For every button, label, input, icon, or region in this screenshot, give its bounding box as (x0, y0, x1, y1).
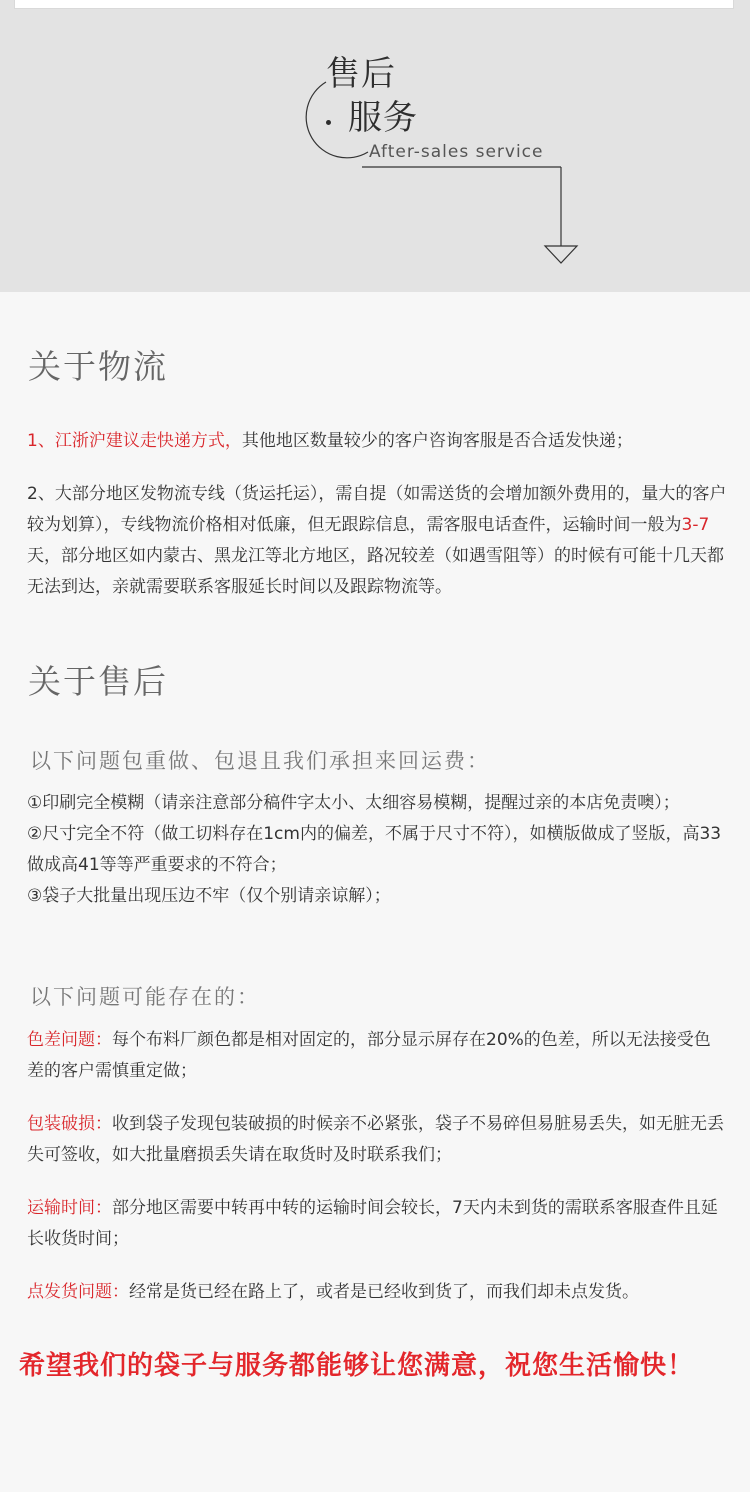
possible-item-label: 色差问题： (27, 1030, 112, 1050)
possible-item-shipping (27, 1277, 727, 1308)
banner-title-line2: 服务 (348, 98, 418, 138)
possible-item-text: 每个布料厂颜色都是相对固定的，部分显示屏存在20%的色差，所以无法接受色差的客户需慎重定做； (27, 1030, 711, 1081)
closing-message: 希望我们的袋子与服务都能够让您满意，祝您生活愉快！ (19, 1351, 695, 1381)
possible-item-label: 包装破损： (27, 1114, 112, 1134)
down-arrow-icon (545, 246, 577, 263)
logistics-item-1-highlight: 1、江浙沪建议走快递方式， (27, 431, 242, 451)
top-frame (14, 0, 734, 9)
redo-title: 以下问题包重做、包退且我们承担来回运费： (30, 749, 490, 773)
redo-item-1: ①印刷完全模糊（请亲注意部分稿件字太小、太细容易模糊，提醒过亲的本店免责噢）； (27, 793, 680, 813)
logistics-item-2-text-b: 天，部分地区如内蒙古、黑龙江等北方地区，路况较差（如遇雪阻等）的时候有可能十几天都无法到达，亲就需要联系客服延长时间以及跟踪物流等。 (27, 546, 724, 597)
possible-item-package (27, 1109, 727, 1171)
possible-item-label: 运输时间： (27, 1198, 112, 1218)
logistics-item-1 (27, 426, 727, 457)
top-strip (0, 0, 750, 20)
after-sales-banner (0, 20, 750, 292)
banner-dot (326, 120, 331, 125)
banner-title-line1: 售后 (326, 54, 396, 94)
possible-item-color (27, 1025, 727, 1087)
possible-item-label: 点发货问题： (27, 1282, 129, 1302)
logistics-item-2 (27, 479, 727, 603)
possible-item-text: 部分地区需要中转再中转的运输时间会较长，7天内未到货的需联系客服查件且延长收货时间； (27, 1198, 718, 1249)
possible-item-transport (27, 1193, 727, 1255)
redo-item-2: ②尺寸完全不符（做工切料存在1cm内的偏差，不属于尺寸不符），如横版做成了竖版，高33做成高41等等严重要求的不符合； (27, 824, 722, 875)
redo-list (27, 788, 727, 912)
possible-item-text: 收到袋子发现包装破损的时候亲不必紧张，袋子不易碎但易脏易丢失，如无脏无丢失可签收，如大批量磨损丢失请在取货时及时联系我们； (27, 1114, 724, 1165)
logistics-item-1-text: 其他地区数量较少的客户咨询客服是否合适发快递； (241, 431, 633, 451)
possible-item-text: 经常是货已经在路上了，或者是已经收到货了，而我们却未点发货。 (129, 1282, 639, 1302)
logistics-item-2-text-a: 2、大部分地区发物流专线（货运托运），需自提（如需送货的会增加额外费用的，量大的客户较为划算），专线物流价格相对低廉，但无跟踪信息，需客服电话查件，运输时间一般为 (27, 484, 727, 535)
aftersales-title: 关于售后 (28, 662, 168, 701)
banner-subtitle: After-sales service (369, 142, 544, 162)
logistics-title: 关于物流 (28, 347, 168, 386)
logistics-item-2-highlight: 3-7 (681, 515, 710, 535)
redo-item-3: ③袋子大批量出现压边不牢（仅个别请亲谅解）； (27, 886, 391, 906)
possible-title: 以下问题可能存在的： (30, 985, 260, 1009)
